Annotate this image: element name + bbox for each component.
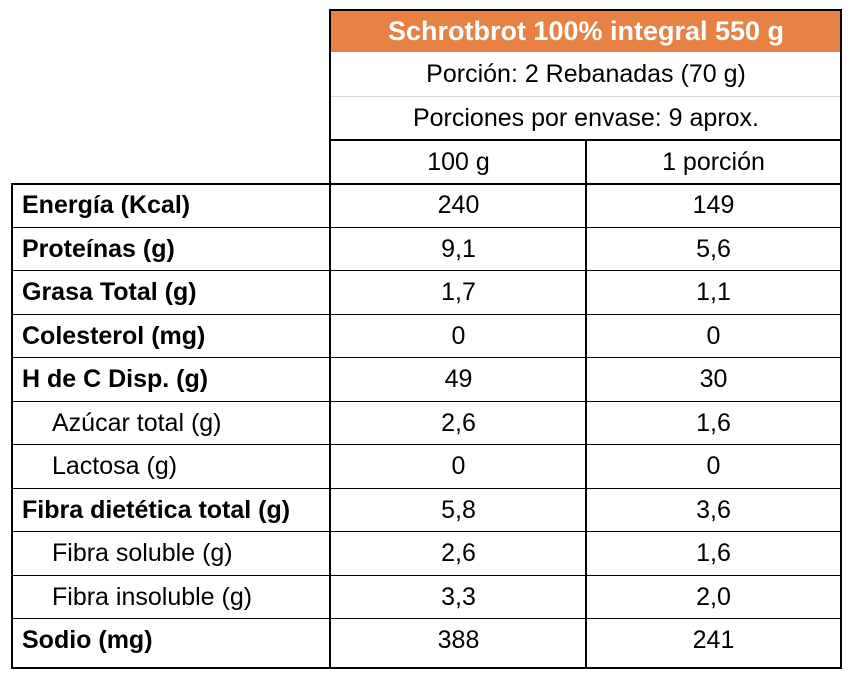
- row-rule: [11, 227, 842, 228]
- row-rule: [11, 444, 842, 445]
- nutrient-label: Lactosa (g): [52, 452, 178, 481]
- value-per-100g: 388: [437, 626, 480, 655]
- serving-size: Porción: 2 Rebanadas (70 g): [426, 59, 746, 88]
- value-per-100g: 49: [444, 365, 473, 394]
- value-per-100g: 2,6: [441, 408, 476, 437]
- column-divider: [585, 139, 587, 669]
- nutrient-label: Grasa Total (g): [22, 278, 197, 307]
- row-rule: [11, 575, 842, 576]
- body-top-border: [11, 183, 842, 185]
- value-per-100g: 240: [437, 191, 480, 220]
- value-per-portion: 0: [706, 452, 721, 481]
- value-per-portion: 30: [699, 365, 728, 394]
- nutrient-label: Colesterol (mg): [22, 321, 206, 350]
- label-divider: [329, 183, 331, 669]
- value-per-portion: 5,6: [696, 234, 731, 263]
- row-rule: [11, 401, 842, 402]
- nutrient-label: Fibra insoluble (g): [52, 582, 253, 611]
- nutrient-label: Fibra dietética total (g): [22, 495, 291, 524]
- nutrient-label: Energía (Kcal): [22, 191, 191, 220]
- row-rule: [11, 488, 842, 489]
- row-rule: [11, 531, 842, 532]
- value-per-portion: 0: [706, 321, 721, 350]
- nutrient-label: Azúcar total (g): [52, 408, 222, 437]
- row-rule: [11, 270, 842, 271]
- value-per-100g: 9,1: [441, 234, 476, 263]
- column-header-portion: 1 porción: [662, 147, 765, 176]
- column-header-100g: 100 g: [427, 147, 490, 176]
- table-bottom-border: [11, 667, 842, 669]
- value-per-100g: 5,8: [441, 495, 476, 524]
- value-per-portion: 149: [692, 191, 735, 220]
- value-per-100g: 0: [451, 321, 466, 350]
- row-rule: [11, 618, 842, 619]
- value-per-portion: 1,1: [696, 278, 731, 307]
- value-per-portion: 241: [692, 626, 735, 655]
- body-left-border: [11, 183, 13, 669]
- servings-per-container: Porciones por envase: 9 aprox.: [412, 103, 760, 132]
- nutrient-label: Proteínas (g): [22, 234, 175, 263]
- row-rule: [11, 357, 842, 358]
- value-per-portion: 3,6: [696, 495, 731, 524]
- nutrient-label: Sodio (mg): [22, 626, 153, 655]
- value-per-portion: 2,0: [696, 582, 731, 611]
- nutrient-label: Fibra soluble (g): [52, 539, 233, 568]
- nutrient-label: H de C Disp. (g): [22, 365, 209, 394]
- value-per-portion: 1,6: [696, 539, 731, 568]
- table-top-border: [329, 9, 842, 11]
- value-per-portion: 1,6: [696, 408, 731, 437]
- value-per-100g: 2,6: [441, 539, 476, 568]
- value-per-100g: 1,7: [441, 278, 476, 307]
- product-title: Schrotbrot 100% integral 550 g: [331, 10, 841, 52]
- table-right-border: [840, 9, 842, 669]
- header-light-rule: [331, 96, 840, 97]
- row-rule: [11, 314, 842, 315]
- value-per-100g: 3,3: [441, 582, 476, 611]
- value-per-100g: 0: [451, 452, 466, 481]
